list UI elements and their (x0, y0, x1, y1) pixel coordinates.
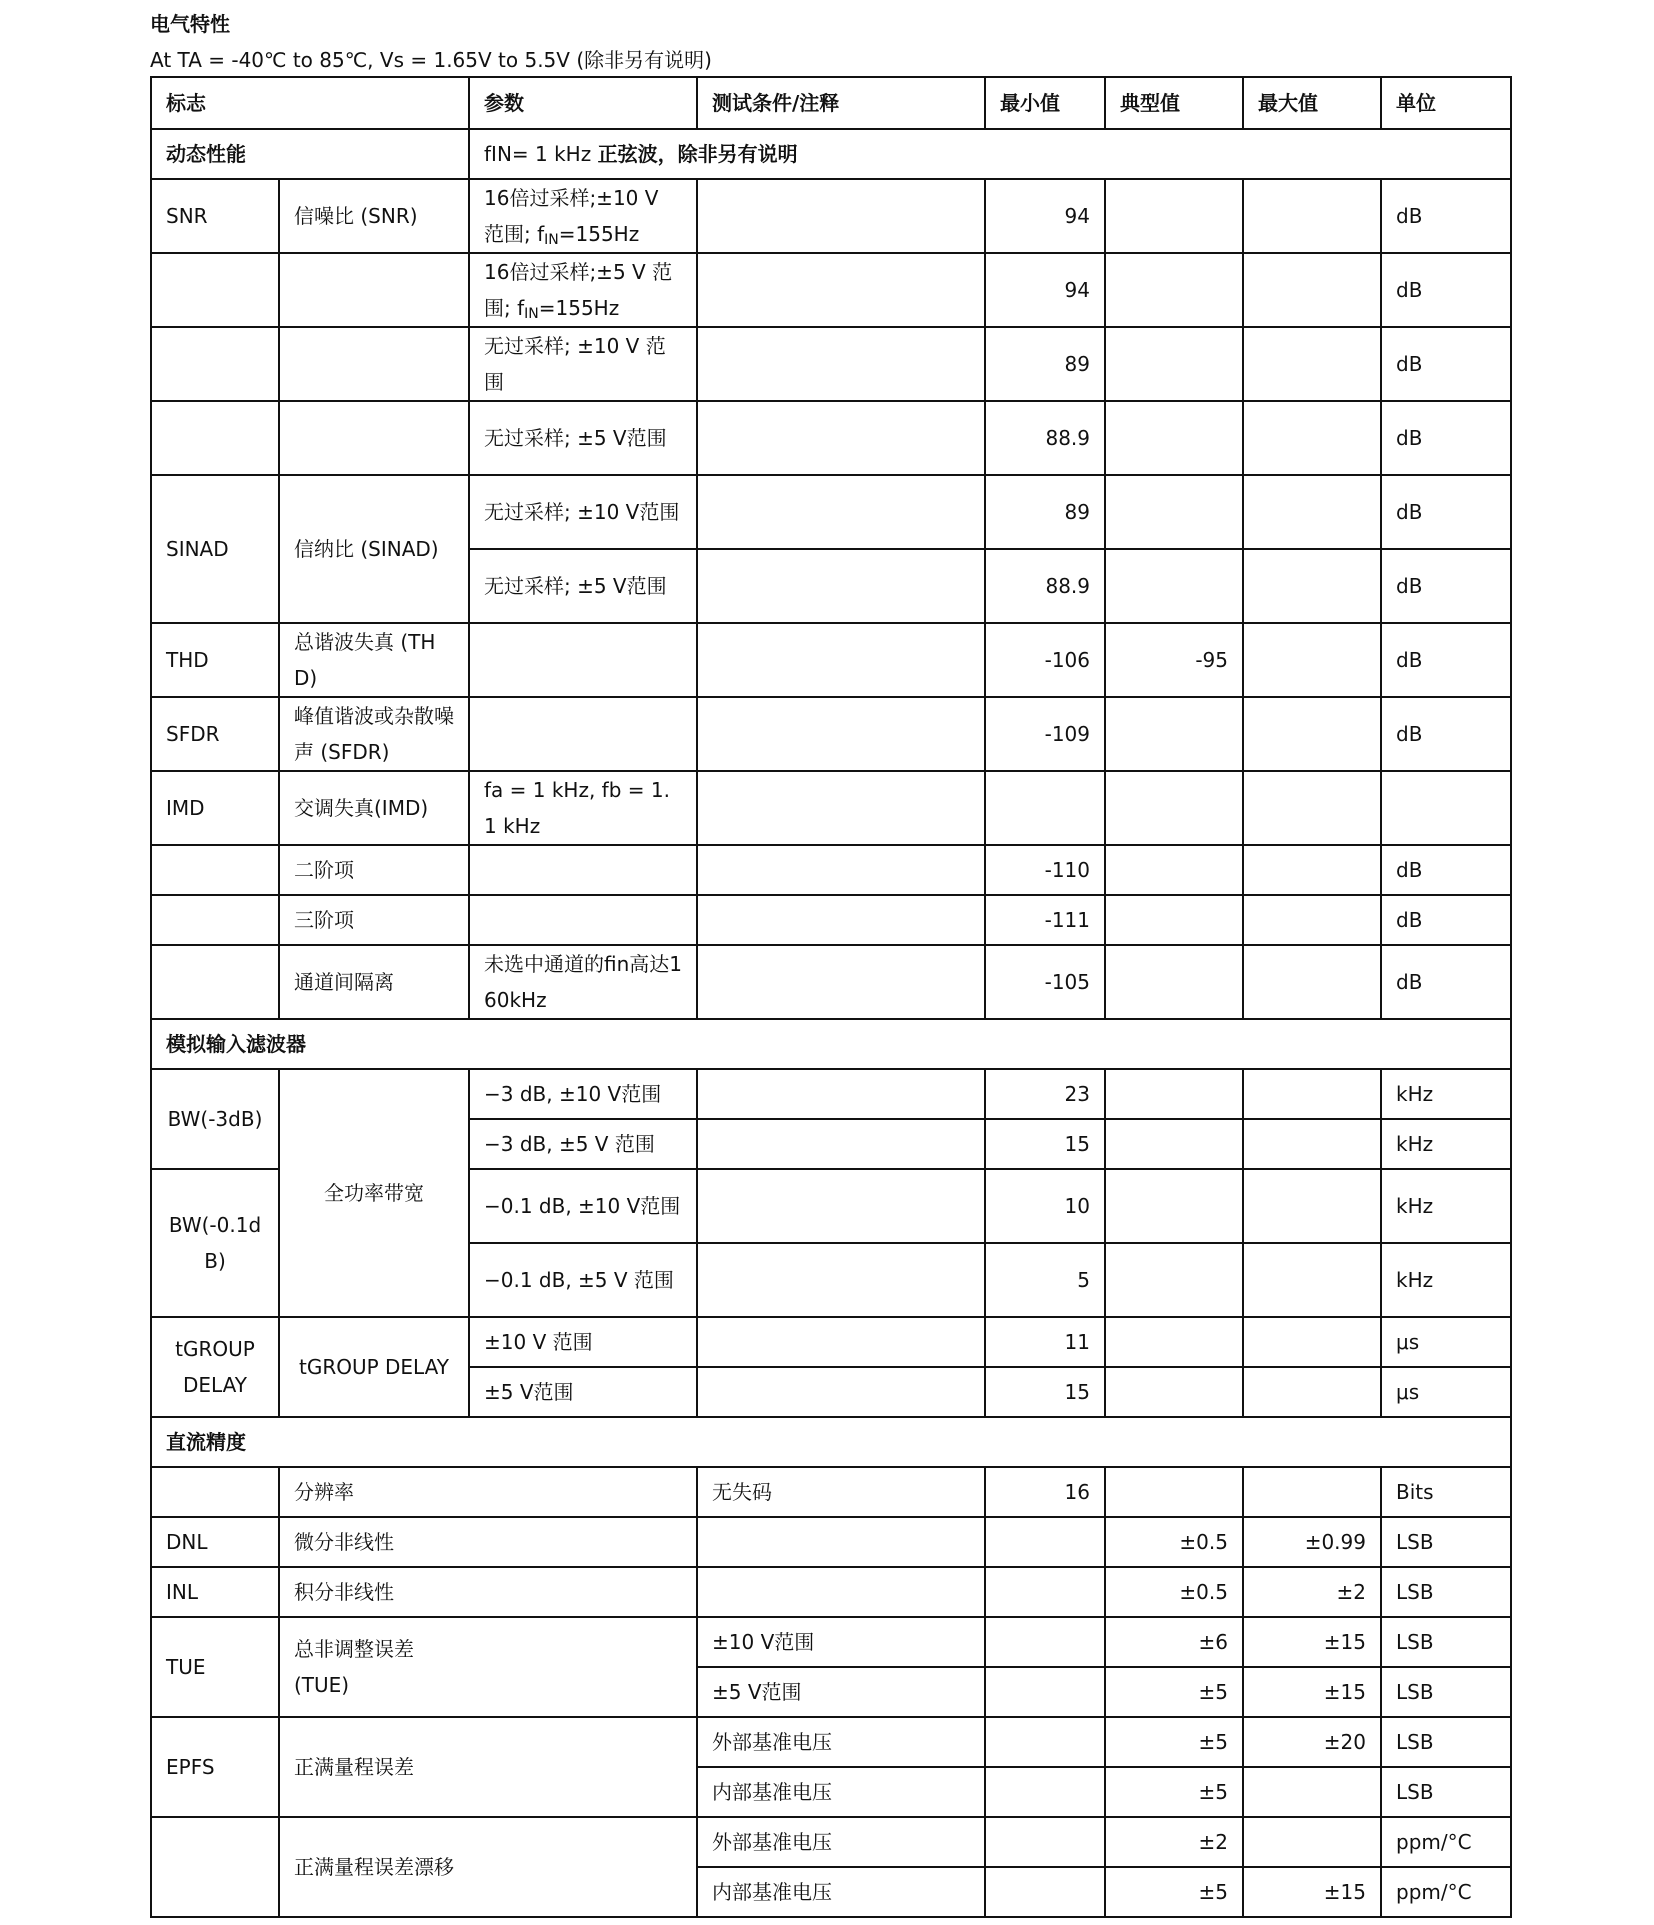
min-cell: 94 (985, 179, 1105, 253)
condition-cell: 外部基准电压 (697, 1717, 985, 1767)
section-row-dc (151, 1417, 1511, 1467)
max-cell: ±20 (1243, 1717, 1381, 1767)
max-cell: ±0.99 (1243, 1517, 1381, 1567)
table-row (151, 475, 1511, 549)
max-cell: ±2 (1243, 1567, 1381, 1617)
condition-cell: ±10 V范围 (697, 1617, 985, 1667)
unit-cell: LSB (1381, 1567, 1511, 1617)
symbol-cell: BW(-0.1dB) (151, 1169, 279, 1317)
symbol-cell: tGROUP DELAY (151, 1317, 279, 1417)
unit-cell: kHz (1381, 1119, 1511, 1169)
section-label: 直流精度 (151, 1417, 1511, 1467)
unit-cell: dB (1381, 845, 1511, 895)
condition-cell: fa = 1 kHz, fb = 1.1 kHz (469, 771, 697, 845)
unit-cell: dB (1381, 697, 1511, 771)
conditions-subtitle: At TA = -40℃ to 85℃, Vs = 1.65V to 5.5V (除非另有说明) (150, 48, 712, 72)
table-row (151, 253, 1511, 327)
symbol-cell: SINAD (151, 475, 279, 623)
condition-cell: 无失码 (697, 1467, 985, 1517)
unit-cell: LSB (1381, 1767, 1511, 1817)
symbol-cell: THD (151, 623, 279, 697)
param-range-cell: ±10 V 范围 (469, 1317, 697, 1367)
min-cell: -106 (985, 623, 1105, 697)
typ-cell: ±5 (1105, 1767, 1243, 1817)
min-cell: 11 (985, 1317, 1105, 1367)
max-cell: ±15 (1243, 1867, 1381, 1917)
table-row (151, 1069, 1511, 1119)
condition-cell: 无过采样; ±10 V范围 (469, 475, 697, 549)
unit-cell: dB (1381, 475, 1511, 549)
min-cell: 89 (985, 475, 1105, 549)
unit-cell: LSB (1381, 1667, 1511, 1717)
table-row (151, 1317, 1511, 1367)
header-min: 最小值 (985, 77, 1105, 129)
min-cell: 10 (985, 1169, 1105, 1243)
condition-cell: 内部基准电压 (697, 1767, 985, 1817)
param-cell: 通道间隔离 (279, 945, 469, 1019)
unit-cell: LSB (1381, 1717, 1511, 1767)
symbol-cell: EPFS (151, 1717, 279, 1817)
param-cell: 全功率带宽 (279, 1069, 469, 1317)
typ-cell: ±0.5 (1105, 1567, 1243, 1617)
condition-cell: 无过采样; ±5 V范围 (469, 401, 697, 475)
section-label: 模拟输入滤波器 (151, 1019, 1511, 1069)
electrical-characteristics-table (150, 76, 1512, 1918)
unit-cell: Bits (1381, 1467, 1511, 1517)
table-row (151, 697, 1511, 771)
min-cell: 15 (985, 1367, 1105, 1417)
param-cell: 二阶项 (279, 845, 469, 895)
unit-cell: dB (1381, 895, 1511, 945)
table-row (151, 845, 1511, 895)
table-row (151, 945, 1511, 1019)
condition-cell: 未选中通道的fin高达160kHz (469, 945, 697, 1019)
typ-cell: ±6 (1105, 1617, 1243, 1667)
symbol-cell: INL (151, 1567, 279, 1617)
param-range-cell: ±5 V范围 (469, 1367, 697, 1417)
unit-cell: μs (1381, 1367, 1511, 1417)
table-row (151, 1467, 1511, 1517)
min-cell: -110 (985, 845, 1105, 895)
unit-cell: kHz (1381, 1069, 1511, 1119)
table-row (151, 1517, 1511, 1567)
header-condition: 测试条件/注释 (697, 77, 985, 129)
param-range-cell: −0.1 dB, ±10 V范围 (469, 1169, 697, 1243)
param-cell: 微分非线性 (279, 1517, 697, 1567)
max-cell (1243, 1817, 1381, 1867)
table-row (151, 327, 1511, 401)
min-cell: -109 (985, 697, 1105, 771)
condition-cell: ±5 V范围 (697, 1667, 985, 1717)
table-row (151, 1717, 1511, 1767)
typ-cell: ±2 (1105, 1817, 1243, 1867)
param-cell: 分辨率 (279, 1467, 697, 1517)
unit-cell: dB (1381, 945, 1511, 1019)
unit-cell: ppm/°C (1381, 1867, 1511, 1917)
table-row (151, 1617, 1511, 1667)
unit-cell: dB (1381, 401, 1511, 475)
min-cell: 23 (985, 1069, 1105, 1119)
typ-cell: ±5 (1105, 1867, 1243, 1917)
table-row (151, 895, 1511, 945)
typ-cell: -95 (1105, 623, 1243, 697)
min-cell: 88.9 (985, 401, 1105, 475)
table-row (151, 179, 1511, 253)
param-cell: 信噪比 (SNR) (279, 179, 469, 253)
section-note: fIN= 1 kHz 正弦波，除非另有说明 (469, 129, 1511, 179)
symbol-cell: IMD (151, 771, 279, 845)
section-label: 动态性能 (151, 129, 469, 179)
table-row (151, 1567, 1511, 1617)
unit-cell: ppm/°C (1381, 1817, 1511, 1867)
min-cell: 89 (985, 327, 1105, 401)
symbol-cell: TUE (151, 1617, 279, 1717)
header-param: 参数 (469, 77, 697, 129)
min-cell: -105 (985, 945, 1105, 1019)
param-cell: 正满量程误差 (279, 1717, 697, 1817)
param-cell: 交调失真(IMD) (279, 771, 469, 845)
condition-cell: 无过采样; ±10 V 范围 (469, 327, 697, 401)
unit-cell: dB (1381, 549, 1511, 623)
unit-cell: dB (1381, 623, 1511, 697)
param-cell: 信纳比 (SINAD) (279, 475, 469, 623)
condition-cell: 外部基准电压 (697, 1817, 985, 1867)
unit-cell: kHz (1381, 1169, 1511, 1243)
table-row (151, 771, 1511, 845)
max-cell (1243, 1767, 1381, 1817)
header-unit: 单位 (1381, 77, 1511, 129)
unit-cell: dB (1381, 179, 1511, 253)
symbol-cell: DNL (151, 1517, 279, 1567)
param-cell: 峰值谐波或杂散噪声 (SFDR) (279, 697, 469, 771)
typ-cell: ±5 (1105, 1717, 1243, 1767)
min-cell: 5 (985, 1243, 1105, 1317)
unit-cell: dB (1381, 327, 1511, 401)
typ-cell: ±5 (1105, 1667, 1243, 1717)
min-cell: 88.9 (985, 549, 1105, 623)
max-cell: ±15 (1243, 1667, 1381, 1717)
param-cell: 总非调整误差 (TUE) (279, 1617, 697, 1717)
param-range-cell: −3 dB, ±10 V范围 (469, 1069, 697, 1119)
table-row (151, 1817, 1511, 1867)
unit-cell: kHz (1381, 1243, 1511, 1317)
table-row (151, 623, 1511, 697)
condition-cell: 内部基准电压 (697, 1867, 985, 1917)
max-cell: ±15 (1243, 1617, 1381, 1667)
param-cell: 三阶项 (279, 895, 469, 945)
unit-cell: dB (1381, 253, 1511, 327)
header-typ: 典型值 (1105, 77, 1243, 129)
symbol-cell: SNR (151, 179, 279, 253)
param-range-cell: −3 dB, ±5 V 范围 (469, 1119, 697, 1169)
condition-cell: 16倍过采样;±5 V 范围; $f_{IN}=155Hz$ (469, 253, 697, 327)
param-cell: 积分非线性 (279, 1567, 697, 1617)
unit-cell: LSB (1381, 1617, 1511, 1667)
header-symbol: 标志 (151, 77, 469, 129)
min-cell: 15 (985, 1119, 1105, 1169)
header-row (151, 77, 1511, 129)
table-row (151, 401, 1511, 475)
unit-cell: μs (1381, 1317, 1511, 1367)
param-cell: tGROUP DELAY (279, 1317, 469, 1417)
typ-cell: ±0.5 (1105, 1517, 1243, 1567)
section-title: 电气特性 (150, 12, 230, 36)
condition-cell: 无过采样; ±5 V范围 (469, 549, 697, 623)
symbol-cell: SFDR (151, 697, 279, 771)
section-row-filter (151, 1019, 1511, 1069)
header-max: 最大值 (1243, 77, 1381, 129)
param-cell: 总谐波失真 (THD) (279, 623, 469, 697)
symbol-cell: BW(-3dB) (151, 1069, 279, 1169)
param-cell: 正满量程误差漂移 (279, 1817, 697, 1917)
unit-cell: LSB (1381, 1517, 1511, 1567)
min-cell: 94 (985, 253, 1105, 327)
condition-cell: 16倍过采样;±10 V 范围; $f_{IN}=155Hz$ (469, 179, 697, 253)
param-range-cell: −0.1 dB, ±5 V 范围 (469, 1243, 697, 1317)
section-row-dynamic (151, 129, 1511, 179)
min-cell: -111 (985, 895, 1105, 945)
min-cell: 16 (985, 1467, 1105, 1517)
